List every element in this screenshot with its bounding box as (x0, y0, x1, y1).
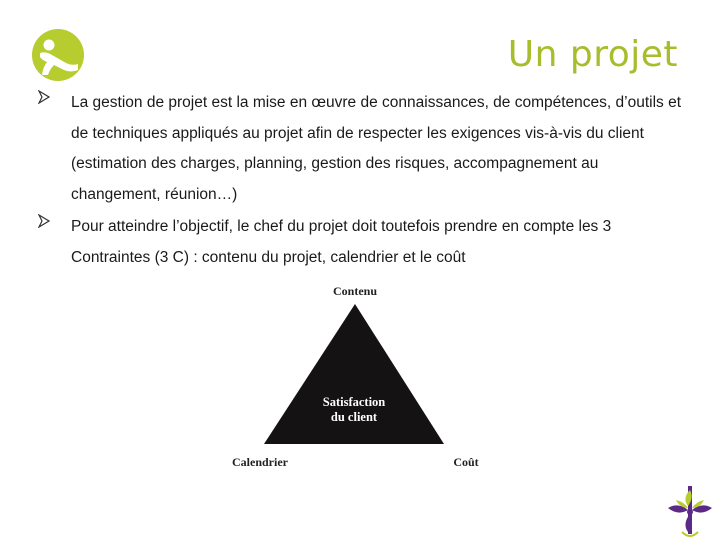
bullet-text: Pour atteindre l’objectif, le chef du projet doit toutefois prendre en compte les 3 Contraintes (3 C) : contenu du projet, calendrier et le coût (71, 218, 612, 266)
bullet-list (38, 88, 688, 275)
bullet-item (38, 212, 688, 273)
label-cout: Coût (453, 455, 479, 469)
person-circle-logo-icon (32, 29, 84, 81)
cross-flower-logo-icon (664, 484, 718, 540)
label-calendrier: Calendrier (232, 455, 288, 469)
center-label-line1: Satisfaction (322, 395, 386, 409)
bullet-item (38, 88, 688, 210)
arrowhead-bullet-icon (38, 90, 50, 104)
arrowhead-bullet-icon (38, 214, 50, 228)
center-label-line2: du client (330, 410, 378, 424)
bullet-text: La gestion de projet est la mise en œuvre de connaissances, de compétences, d’outils et de techniques appliqués au projet afin de respecter les exigences vis-à-vis du client (estimation des charges, planning, gestion des risques, accompagnement au changement, réunion…) (71, 94, 682, 203)
three-constraints-triangle (222, 280, 492, 472)
label-contenu: Contenu (332, 284, 378, 298)
slide-title: Un projet (507, 34, 678, 75)
